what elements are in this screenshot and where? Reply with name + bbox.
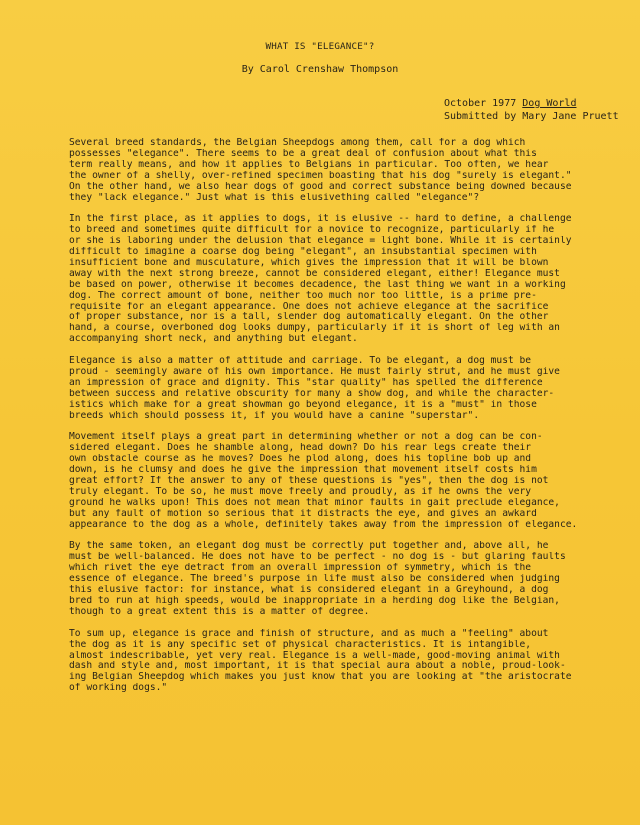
text-line: of proper substance, nor is a tall, slender dog automatically elegant. On the other [69, 312, 549, 323]
source-publication: Dog World [522, 98, 577, 109]
text-line: the owner of a shelly, over-refined specimen boasting that his dog "surely is elegant." [69, 170, 572, 181]
text-line: own obstacle course as he moves? Does he plod along, does his topline bob up and [69, 454, 532, 465]
text-line: dog. The correct amount of bone, neither too much nor too little, is a prime pre- [69, 290, 537, 301]
paragraph [69, 541, 617, 617]
text-line: Elegance is also a matter of attitude and carriage. To be elegant, a dog must be [69, 356, 532, 367]
text-line: this elusive factor: for instance, what is considered elegant in a Greyhound, a dog [69, 585, 549, 596]
source-date: October 1977 [444, 98, 517, 109]
text-line: ing Belgian Sheepdog which makes you just know that you are looking at "the aristocrate [69, 672, 572, 683]
text-line: or she is laboring under the delusion that elegance = light bone. While it is certainly [69, 236, 572, 247]
text-line: proud - seemingly aware of his own importance. He must fairly strut, and he must give [69, 367, 560, 377]
text-line: insufficient bone and musculature, which gives the impression that it will be blown [69, 257, 549, 268]
submitted-by: Submitted by Mary Jane Pruett [444, 110, 619, 122]
paragraph [69, 629, 617, 694]
text-line: sidered elegant. Does he shamble along, head down? Do his rear legs create their [69, 443, 532, 454]
text-line: almost indescribable, yet very real. Elegance is a well-made, good-moving animal with [69, 650, 560, 661]
text-line: though to a great extent this is a matter of degree. [69, 606, 370, 617]
text-line: away with the next strong breeze, cannot be considered elegant, either! Elegance must [69, 268, 560, 279]
text-line: great effort? If the answer to any of these questions is "yes", then the dog is not [69, 476, 549, 487]
text-line: dash and style and, most important, it is that special aura about a noble, proud-look- [69, 661, 566, 672]
text-line: they "lack elegance." Just what is this elusivething called "elegance"? [69, 192, 480, 203]
text-line: truly elegant. To be so, he must move freely and proudly, as if he owns the very [69, 486, 532, 497]
text-line: but any fault of motion so serious that it distracts the eye, and gives an awkard [69, 508, 537, 519]
text-line: ground he walks upon! This does not mean that minor faults in gait preclude elegance, [69, 497, 560, 508]
text-line: term really means, and how it applies to Belgians in particular. Too often, we hear [69, 159, 549, 170]
paragraph [69, 432, 617, 530]
text-line: By the same token, an elegant dog must be correctly put together and, above all, he [69, 541, 549, 552]
text-line: the dog as it is any specific set of physical characteristics. It is intangible, [69, 639, 532, 650]
paragraph [69, 214, 617, 345]
text-line: be based on power, otherwise it becomes decadence, the last thing we want in a working [69, 279, 566, 290]
text-line: essence of elegance. The breed's purpose in life must also be considered when judging [69, 574, 560, 585]
document-title: WHAT IS "ELEGANCE"? [265, 41, 375, 52]
text-line: hand, a course, overboned dog looks dumpy, particularly if it is short of leg with an [69, 323, 560, 334]
text-line: between success and relative obscurity for many a show dog, and while the character- [69, 388, 555, 399]
text-line: To sum up, elegance is grace and finish of structure, and as much a "feeling" about [69, 628, 549, 639]
author-byline: By Carol Crenshaw Thompson [241, 64, 399, 75]
text-line: of working dogs." [69, 683, 168, 694]
article-body [69, 138, 617, 705]
text-line: Movement itself plays a great part in determining whether or not a dog can be con- [69, 432, 543, 443]
source-date-line [444, 98, 634, 111]
text-line: an impression of grace and dignity. This "star quality" has spelled the difference [69, 377, 543, 388]
text-line: to breed and sometimes quite difficult for a novice to recognize, particularly if he [69, 225, 555, 236]
paragraph [69, 356, 617, 421]
text-line: istics which make for a great showman go beyond elegance, it is a "must" in those [69, 399, 537, 410]
source-citation [444, 98, 634, 123]
text-line: requisite for an elegant appearance. One does not achieve elegance at the sacrifice [69, 301, 549, 312]
text-line: which rivet the eye detract from an overall impression of symmetry, which is the [69, 563, 532, 574]
text-line: appearance to the dog as a whole, definitely takes away from the impression of elegance. [69, 519, 578, 530]
text-line: must be well-balanced. He does not have to be perfect - no dog is - but glaring faults [69, 552, 566, 563]
paragraph [69, 138, 617, 203]
text-line: Several breed standards, the Belgian Sheepdogs among them, call for a dog which [69, 138, 526, 148]
text-line: breeds which should possess it, if you would have a canine "superstar". [69, 410, 480, 421]
text-line: accompanying short neck, and anything but elegant. [69, 334, 358, 345]
text-line: In the first place, as it applies to dogs, it is elusive -- hard to define, a challenge [69, 214, 572, 225]
text-line: down, is he clumsy and does he give the impression that movement itself costs him [69, 465, 537, 476]
text-line: possesses "elegance". There seems to be a great deal of confusion about what this [69, 148, 537, 159]
text-line: difficult to imagine a coarse dog being "elegant", an insubstantial specimen with [69, 247, 537, 258]
text-line: On the other hand, we also hear dogs of good and correct substance being downed because [69, 181, 572, 192]
text-line: bred to run at high speeds, would be inappropriate in a herding dog like the Belgian, [69, 596, 560, 606]
